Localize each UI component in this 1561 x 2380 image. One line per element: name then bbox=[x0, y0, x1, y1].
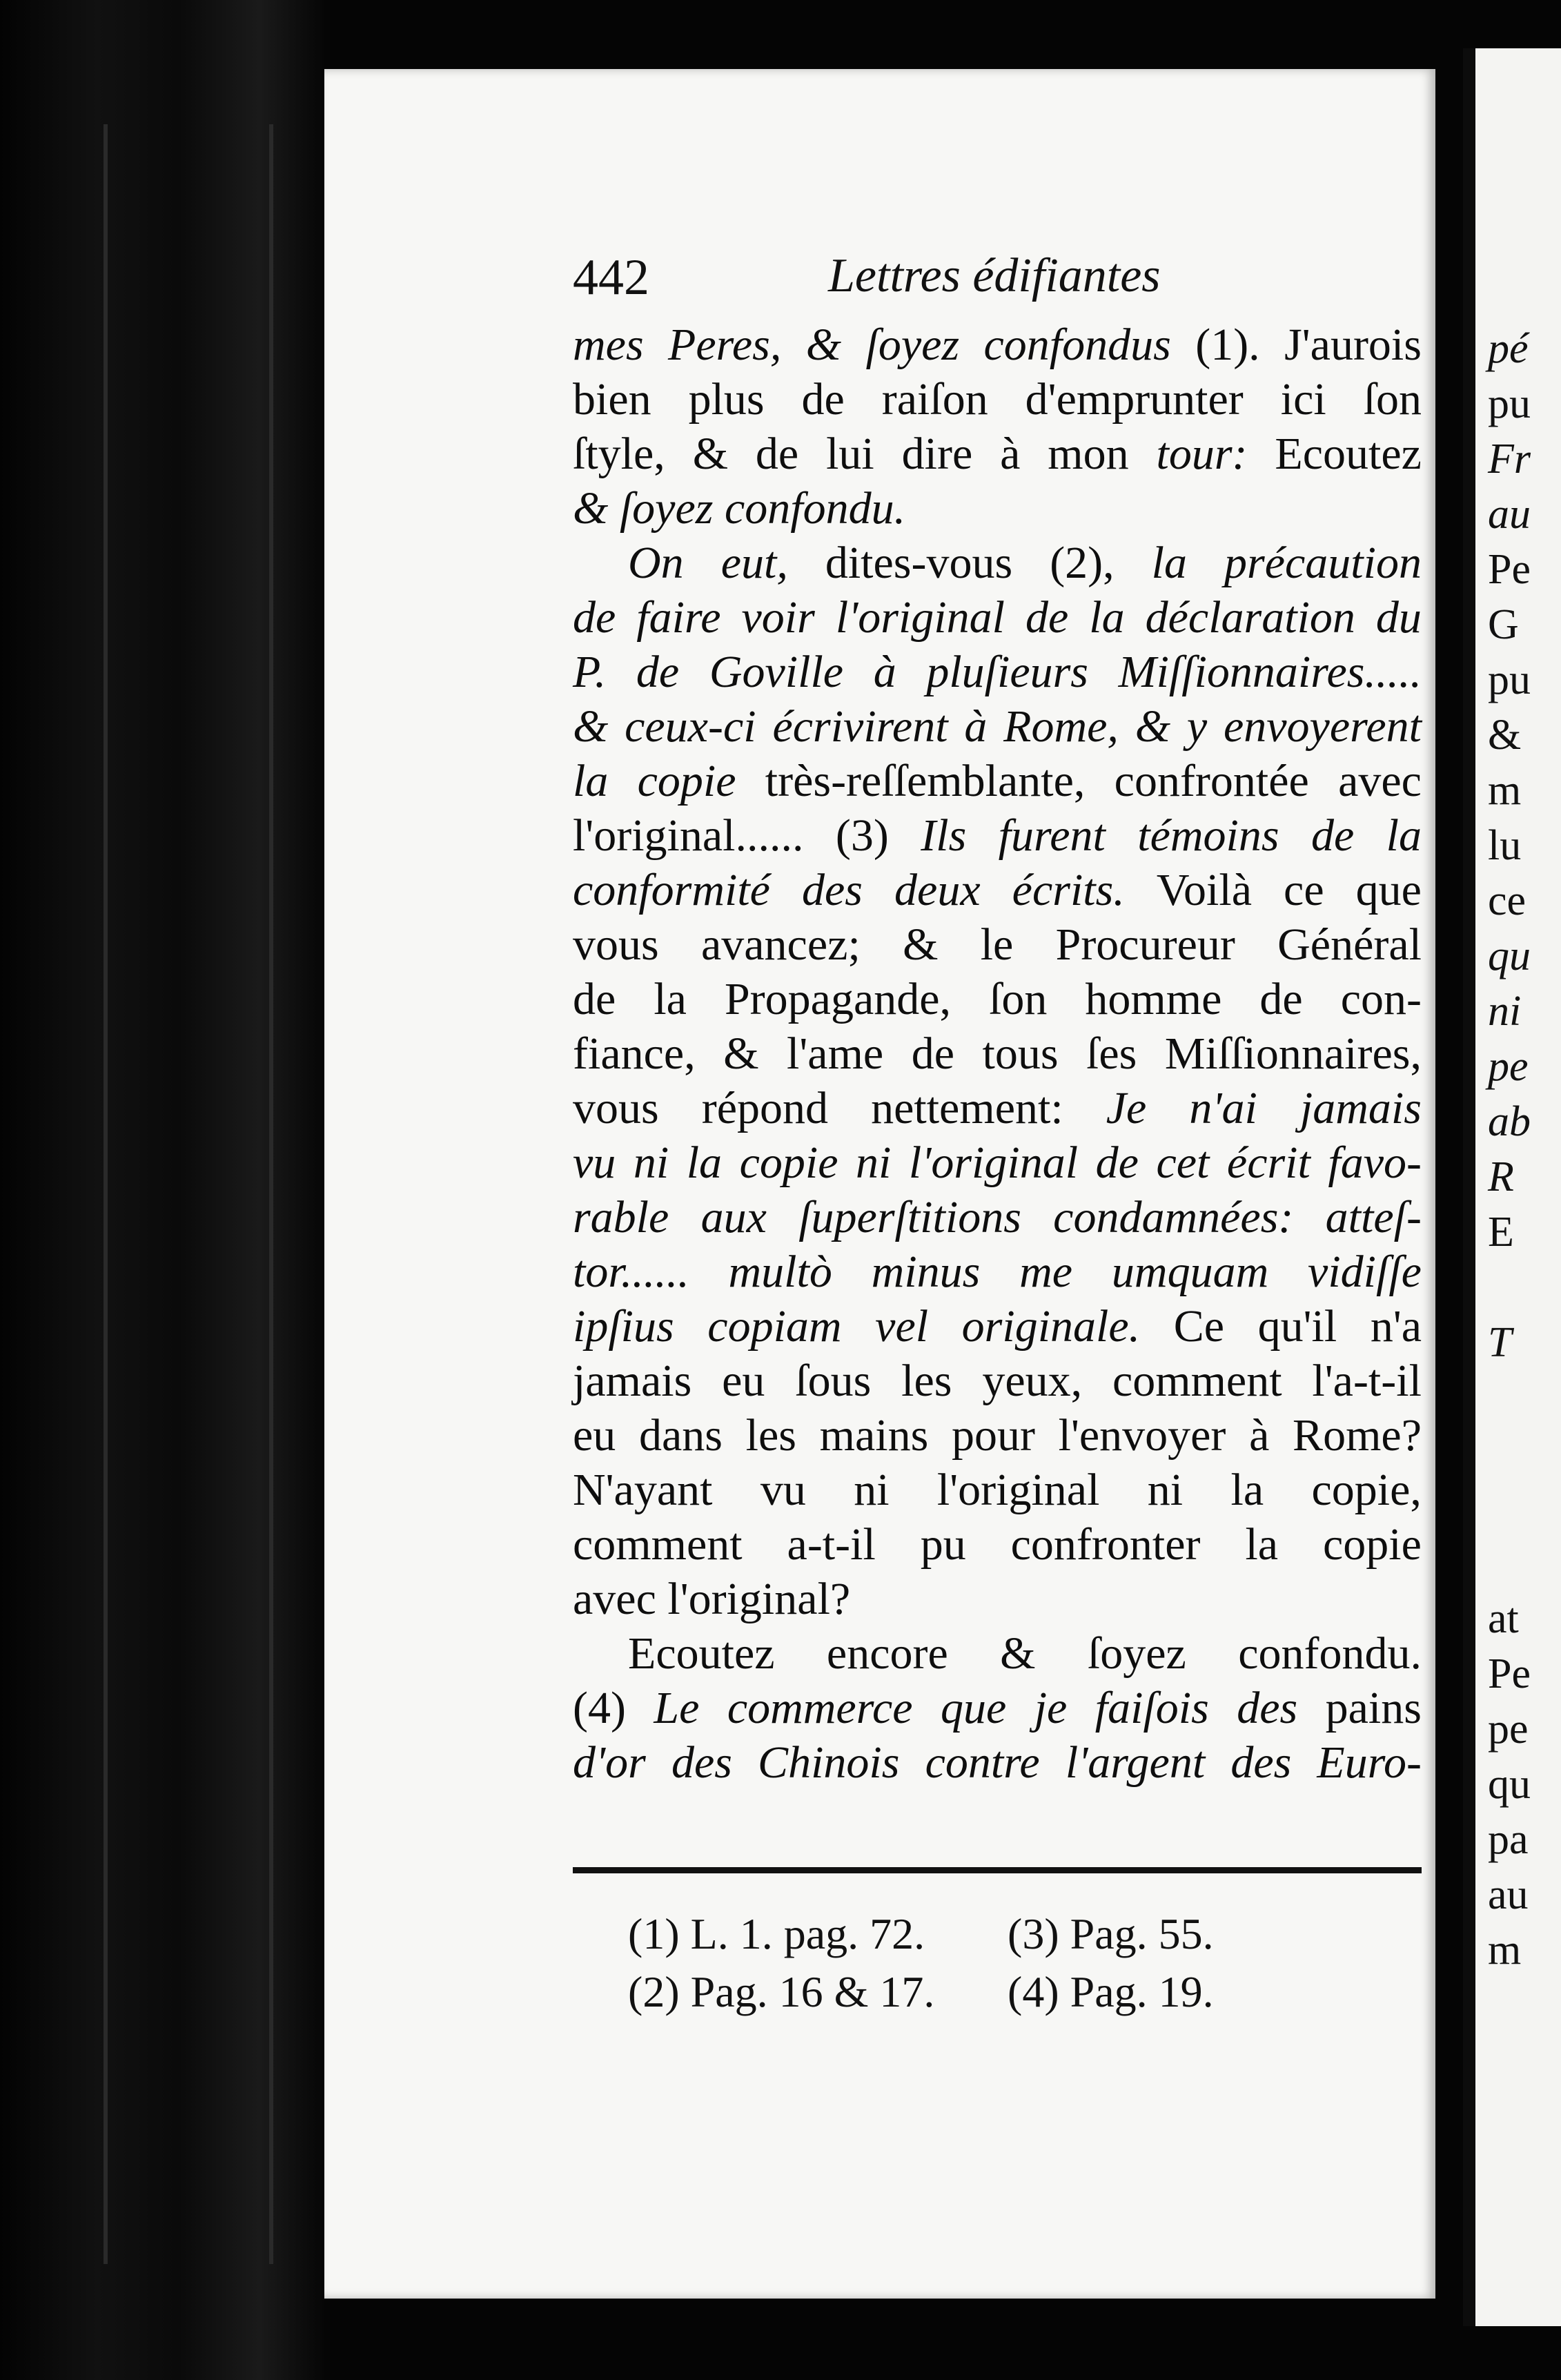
facing-fragment: pa bbox=[1488, 1816, 1529, 1863]
text-line: l'original...... (3) Ils furent témoins de la bbox=[573, 810, 1422, 861]
text-line: conformité des deux écrits. Voilà ce que bbox=[573, 865, 1422, 915]
text-line: vu ni la copie ni l'original de cet écrit favo- bbox=[573, 1138, 1422, 1188]
facing-fragment: lu bbox=[1488, 822, 1522, 869]
facing-fragment: pe bbox=[1488, 1706, 1529, 1753]
facing-fragment: m bbox=[1488, 1927, 1522, 1973]
facing-fragment: Pe bbox=[1488, 1650, 1531, 1697]
page-header bbox=[573, 248, 1435, 324]
text-line: & ceux-ci écrivirent à Rome, & y envoyerent bbox=[573, 701, 1422, 752]
text-line: bien plus de raiſon d'emprunter ici ſon bbox=[573, 374, 1422, 425]
facing-fragment: qu bbox=[1488, 1761, 1531, 1808]
facing-fragment: au bbox=[1488, 1871, 1529, 1918]
footnote: (4) Pag. 19. bbox=[1008, 1967, 1214, 2016]
text-line: On eut, dites-vous (2), la précaution bbox=[628, 538, 1422, 588]
footnotes bbox=[628, 1905, 1387, 2021]
text-line: la copie très-reſſemblante, confrontée avec bbox=[573, 756, 1422, 806]
facing-fragment: G bbox=[1488, 601, 1519, 648]
book-page bbox=[324, 69, 1435, 2299]
text-line: rable aux ſuperſtitions condamnées: atteſ- bbox=[573, 1192, 1422, 1242]
text-line: Ecoutez encore & ſoyez confondu. bbox=[628, 1628, 1422, 1679]
text-line: & ſoyez confondu. bbox=[573, 483, 906, 534]
facing-fragment: & bbox=[1488, 712, 1522, 759]
text-line: avec l'original? bbox=[573, 1574, 851, 1624]
body-text bbox=[573, 318, 1422, 1790]
facing-fragment: E bbox=[1488, 1209, 1514, 1256]
text-line: vous répond nettement: Je n'ai jamais bbox=[573, 1083, 1422, 1133]
facing-fragment: ce bbox=[1488, 877, 1526, 924]
facing-fragment: pu bbox=[1488, 656, 1531, 703]
facing-fragment: at bbox=[1488, 1595, 1519, 1642]
facing-fragment: R bbox=[1488, 1153, 1514, 1200]
facing-fragment: m bbox=[1488, 767, 1522, 814]
text-line: fiance, & l'ame de tous ſes Miſſionnaires, bbox=[573, 1028, 1422, 1079]
text-line: vous avancez; & le Procureur Général bbox=[573, 919, 1422, 970]
facing-fragment: qu bbox=[1488, 933, 1531, 979]
text-line: (4) Le commerce que je faiſois des pains bbox=[573, 1683, 1422, 1733]
spine-edge bbox=[104, 124, 108, 2264]
facing-page bbox=[1463, 48, 1561, 2326]
text-line: eu dans les mains pour l'envoyer à Rome? bbox=[573, 1410, 1422, 1461]
page-number: 442 bbox=[573, 249, 649, 306]
text-line: ipſius copiam vel originale. Ce qu'il n'a bbox=[573, 1301, 1422, 1352]
book-spine bbox=[0, 0, 324, 2380]
facing-fragment: pu bbox=[1488, 380, 1531, 427]
footnote: (3) Pag. 55. bbox=[1008, 1909, 1214, 1958]
facing-fragment: ab bbox=[1488, 1098, 1531, 1145]
text-line: de faire voir l'original de la déclaration du bbox=[573, 592, 1422, 643]
text-line: P. de Goville à pluſieurs Miſſionnaires..... bbox=[573, 647, 1422, 697]
text-line: tor...... multò minus me umquam vidiſſe bbox=[573, 1247, 1422, 1297]
running-title: Lettres édifiantes bbox=[828, 249, 1161, 302]
facing-fragment: Fr bbox=[1488, 436, 1531, 482]
facing-fragment: au bbox=[1488, 491, 1531, 538]
spine-edge bbox=[269, 124, 273, 2264]
text-line: ſtyle, & de lui dire à mon tour: Ecoutez bbox=[573, 429, 1422, 479]
text-line: d'or des Chinois contre l'argent des Euro- bbox=[573, 1737, 1422, 1788]
text-line: mes Peres, & ſoyez confondus (1). J'aurois bbox=[573, 320, 1422, 370]
footnote: (2) Pag. 16 & 17. bbox=[628, 1967, 935, 2016]
text-line: jamais eu ſous les yeux, comment l'a-t-il bbox=[573, 1356, 1422, 1406]
facing-fragment: pe bbox=[1488, 1043, 1529, 1090]
text-line: de la Propagande, ſon homme de con- bbox=[573, 974, 1422, 1024]
facing-fragment: ni bbox=[1488, 988, 1522, 1035]
text-line: comment a-t-il pu confronter la copie bbox=[573, 1519, 1422, 1570]
facing-fragment: Pe bbox=[1488, 546, 1531, 593]
text-line: N'ayant vu ni l'original ni la copie, bbox=[573, 1465, 1422, 1515]
facing-fragment: T bbox=[1488, 1319, 1512, 1366]
footnote-rule bbox=[573, 1867, 1422, 1873]
facing-fragment: pé bbox=[1488, 325, 1529, 372]
footnote: (1) L. 1. pag. 72. bbox=[628, 1909, 925, 1958]
